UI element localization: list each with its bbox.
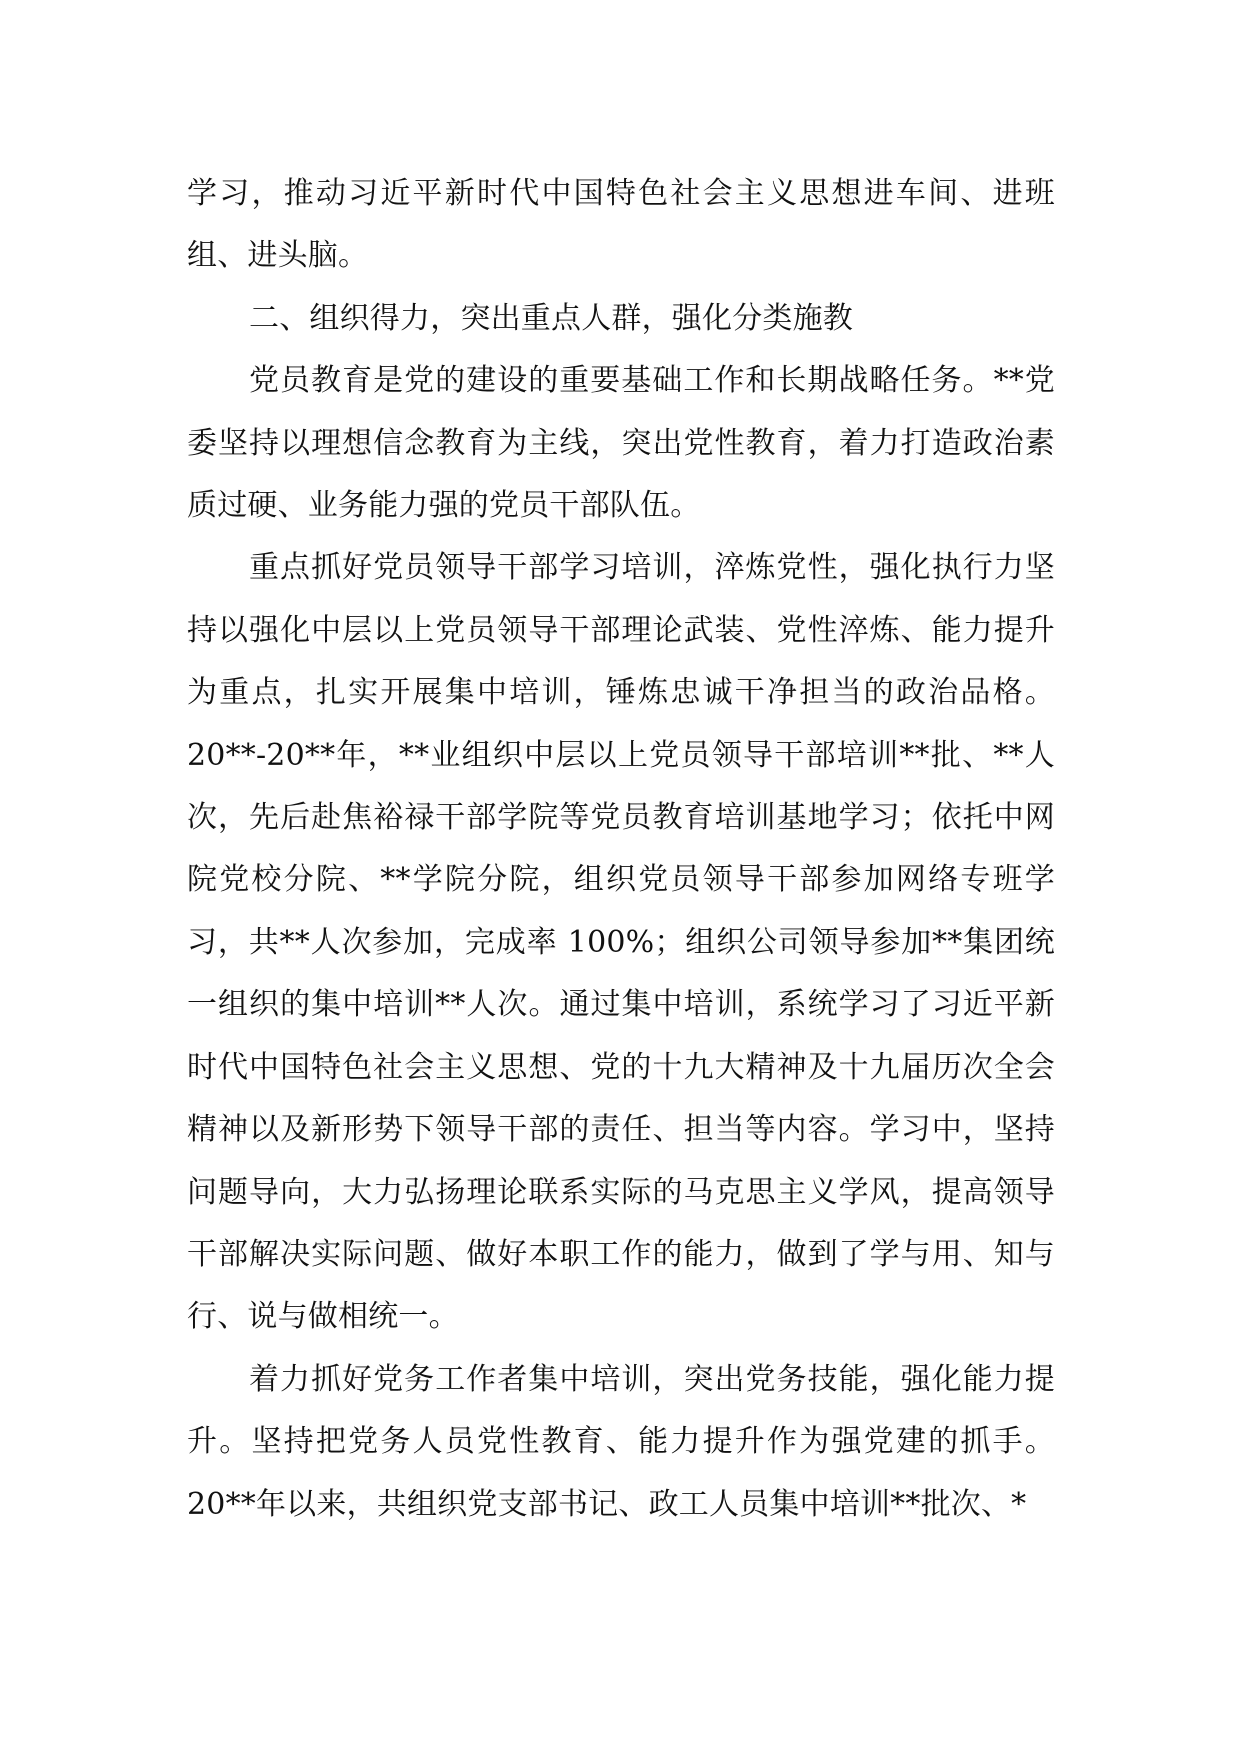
section-heading: 二、组织得力，突出重点人群，强化分类施教 xyxy=(249,300,853,336)
paragraph-party-worker-training: 着力抓好党务工作者集中培训，突出党务技能，强化能力提升。坚持把党务人员党性教育、能力提升作为强党建的抓手。20**年以来，共组织党支部书记、政工人员集中培训**批次、* xyxy=(187,1361,1055,1522)
paragraph-party-education: 党员教育是党的建设的重要基础工作和长期战略任务。**党委坚持以理想信念教育为主线，突出党性教育，着力打造政治素质过硬、业务能力强的党员干部队伍。 xyxy=(187,363,1055,524)
paragraph-leader-training: 重点抓好党员领导干部学习培训，淬炼党性，强化执行力坚持以强化中层以上党员领导干部理论武装、党性淬炼、能力提升为重点，扎实开展集中培训，锤炼忠诚干净担当的政治品格。20**-20**年，**业组织中层以上党员领导干部培训**批、**人次，先后赴焦裕禄干部学院等党员教育培训基地学习；依托中网院党校分院、**学院分院，组织党员领导干部参加网络专班学习，共**人次参加，完成率 100%；组织公司领导参加**集团统一组织的集中培训**人次。通过集中培训，系统学习了习近平新时代中国特色社会主义思想、党的十九大精神及十九届历次全会精神以及新形势下领导干部的责任、担当等内容。学习中，坚持问题导向，大力弘扬理论联系实际的马克思主义学风，提高领导干部解决实际问题、做好本职工作的能力，做到了学与用、知与行、说与做相统一。 xyxy=(187,550,1055,1335)
paragraph-continuation: 学习，推动习近平新时代中国特色社会主义思想进车间、进班组、进头脑。 xyxy=(187,176,1055,274)
document-body xyxy=(187,163,1055,1536)
